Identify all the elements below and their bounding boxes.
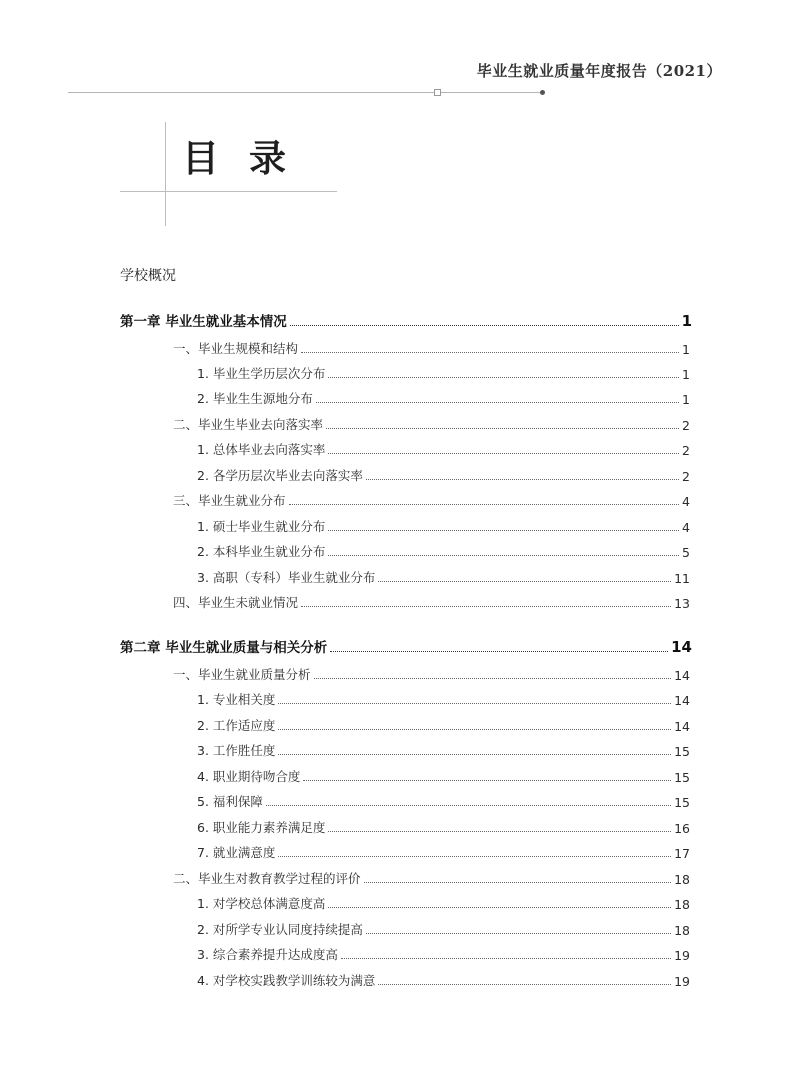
heading-horizontal-rule [120, 191, 337, 192]
toc-subsection[interactable] [197, 892, 690, 912]
toc-leader-dots [303, 780, 671, 781]
header-rule [68, 90, 543, 96]
toc-leader-dots [328, 530, 679, 531]
toc-entry-label: 三、毕业生就业分布 [173, 493, 286, 508]
toc-subsection[interactable] [197, 943, 690, 963]
toc-entry-label: 1. 对学校总体满意度高 [197, 896, 326, 911]
toc-entry-label: 1. 毕业生学历层次分布 [197, 366, 326, 381]
toc-entry-label: 7. 就业满意度 [197, 845, 276, 860]
toc-entry-page: 15 [674, 744, 690, 759]
heading-vertical-rule [165, 122, 166, 226]
toc-entry-label: 3. 综合素养提升达成度高 [197, 947, 338, 962]
toc-leader-dots [266, 805, 671, 806]
toc-subsection[interactable] [197, 714, 690, 734]
toc-entry-label: 二、毕业生毕业去向落实率 [173, 417, 324, 432]
toc-entry-label: 3. 工作胜任度 [197, 743, 276, 758]
toc-chapter-1[interactable] [120, 310, 692, 330]
toc-leader-dots [328, 907, 671, 908]
toc-leader-dots [328, 453, 679, 454]
toc-subsection[interactable] [197, 688, 690, 708]
toc-entry-page: 19 [674, 974, 690, 989]
toc-entry-label: 2. 对所学专业认同度持续提高 [197, 922, 363, 937]
toc-entry-page: 1 [682, 392, 690, 407]
toc-leader-dots [366, 933, 671, 934]
header-rule-square-node [434, 89, 441, 96]
toc-entry-label: 一、毕业生就业质量分析 [173, 667, 311, 682]
toc-entry-page: 14 [674, 693, 690, 708]
toc-leader-dots [378, 581, 671, 582]
toc-entry-page: 2 [682, 443, 690, 458]
toc-subsection[interactable] [197, 816, 690, 836]
toc-chapter-2[interactable] [120, 636, 692, 656]
toc-entry-page: 4 [682, 520, 690, 535]
toc-leader-dots [301, 352, 679, 353]
toc-title: 目录 [182, 137, 316, 180]
header-rule-line [68, 92, 543, 93]
toc-entry-label: 5. 福利保障 [197, 794, 263, 809]
toc-entry-page: 2 [682, 469, 690, 484]
toc-leader-dots [328, 377, 679, 378]
toc-entry-page: 17 [674, 846, 690, 861]
toc-entry-page: 18 [674, 923, 690, 938]
toc-entry-label: 第一章 毕业生就业基本情况 [120, 314, 287, 330]
toc-entry-label: 2. 各学历层次毕业去向落实率 [197, 468, 363, 483]
toc-leader-dots [328, 555, 679, 556]
toc-entry-page: 16 [674, 821, 690, 836]
toc-leader-dots [278, 703, 671, 704]
toc-entry-page: 1 [682, 342, 690, 357]
toc-subsection[interactable] [197, 765, 690, 785]
toc-entry-page: 11 [674, 571, 690, 586]
toc-entry-label: 二、毕业生对教育教学过程的评价 [173, 871, 361, 886]
toc-entry-page: 1 [682, 367, 690, 382]
toc-leader-dots [316, 402, 679, 403]
toc-leader-dots [301, 606, 671, 607]
toc-entry-label: 第二章 毕业生就业质量与相关分析 [120, 640, 328, 656]
toc-section[interactable] [173, 413, 690, 433]
toc-entry-label: 4. 对学校实践教学训练较为满意 [197, 973, 376, 988]
toc-subsection[interactable] [197, 918, 690, 938]
toc-entry-page: 18 [674, 897, 690, 912]
toc-leader-dots [341, 958, 671, 959]
toc-leader-dots [364, 882, 672, 883]
toc-entry-label: 四、毕业生未就业情况 [173, 595, 299, 610]
toc-subsection[interactable] [197, 464, 690, 484]
toc-leader-dots [314, 678, 672, 679]
toc-entry-page: 1 [681, 312, 692, 330]
toc-entry-label: 2. 本科毕业生就业分布 [197, 544, 326, 559]
toc-entry-label: 1. 专业相关度 [197, 692, 276, 707]
toc-leader-dots [289, 504, 680, 505]
toc-entry-label: 4. 职业期待吻合度 [197, 769, 301, 784]
toc-leader-dots [278, 729, 671, 730]
toc-entry-label: 1. 硕士毕业生就业分布 [197, 519, 326, 534]
toc-entry-label: 1. 总体毕业去向落实率 [197, 442, 326, 457]
toc-entry-page: 15 [674, 770, 690, 785]
toc-subsection[interactable] [197, 515, 690, 535]
toc-entry-page: 14 [674, 668, 690, 683]
toc-subsection[interactable] [197, 969, 690, 989]
toc-entry-page: 19 [674, 948, 690, 963]
toc-subsection[interactable] [197, 566, 690, 586]
toc-entry-page: 5 [682, 545, 690, 560]
toc-leader-dots [278, 754, 671, 755]
toc-leader-dots [278, 856, 671, 857]
toc-entry-label: 3. 高职（专科）毕业生就业分布 [197, 570, 376, 585]
toc-leader-dots [328, 831, 671, 832]
toc-subsection[interactable] [197, 790, 690, 810]
toc-section[interactable] [173, 867, 690, 887]
toc-entry-page: 4 [682, 494, 690, 509]
toc-leader-dots [326, 428, 679, 429]
toc-subsection[interactable] [197, 739, 690, 759]
toc-entry-page: 18 [674, 872, 690, 887]
toc-entry-label: 2. 毕业生生源地分布 [197, 391, 313, 406]
toc-entry-page: 15 [674, 795, 690, 810]
toc-section[interactable] [173, 489, 690, 509]
toc-entry-page: 13 [674, 596, 690, 611]
toc-subsection[interactable] [197, 841, 690, 861]
toc-leader-dots [330, 651, 668, 652]
toc-entry-page: 14 [674, 719, 690, 734]
toc-subsection[interactable] [197, 387, 690, 407]
toc-section[interactable] [173, 337, 690, 357]
toc-entry-page: 2 [682, 418, 690, 433]
toc-entry-label: 2. 工作适应度 [197, 718, 276, 733]
toc-entry-page: 14 [671, 638, 692, 656]
toc-subsection[interactable] [197, 438, 690, 458]
toc-entry-label: 6. 职业能力素养满足度 [197, 820, 326, 835]
toc-entry-label: 一、毕业生规模和结构 [173, 341, 299, 356]
toc-school-overview[interactable]: 学校概况 [120, 268, 176, 284]
report-header-title: 毕业生就业质量年度报告（2021） [476, 62, 722, 80]
toc-section[interactable] [173, 663, 690, 683]
toc-leader-dots [378, 984, 671, 985]
toc-subsection[interactable] [197, 540, 690, 560]
toc-section[interactable] [173, 591, 690, 611]
toc-leader-dots [366, 479, 679, 480]
toc-subsection[interactable] [197, 362, 690, 382]
header-rule-dot-node [540, 90, 545, 95]
toc-leader-dots [290, 325, 679, 326]
